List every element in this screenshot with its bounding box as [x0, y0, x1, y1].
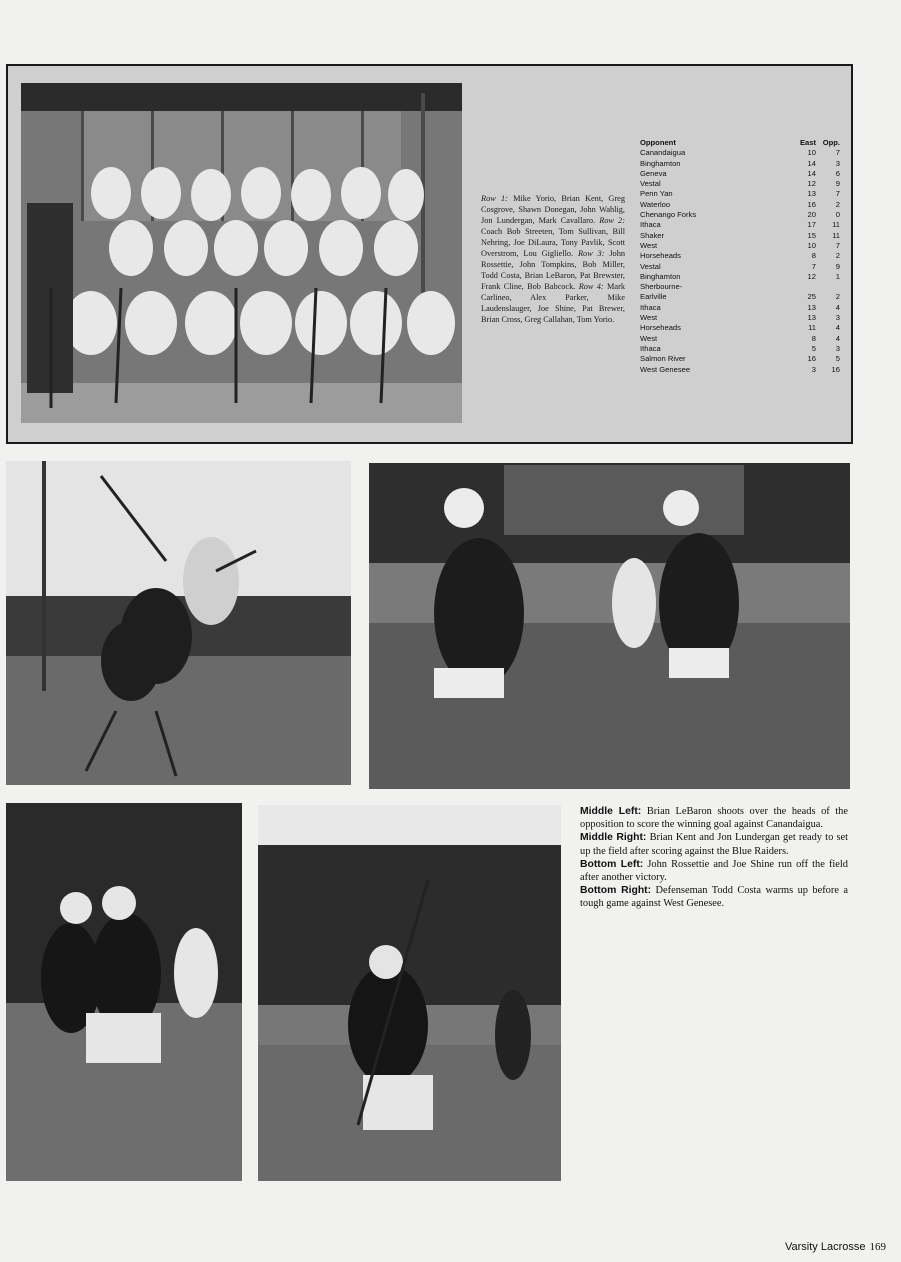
schedule-row: [640, 159, 840, 169]
schedule-row: [640, 365, 840, 375]
east-score-cell: 13: [807, 302, 816, 312]
opp-score-cell: 7: [835, 189, 840, 199]
east-score-cell: 13: [807, 189, 816, 199]
caption-middle-right: [580, 831, 848, 857]
photo-captions: [580, 805, 848, 911]
east-score-cell: 16: [807, 199, 816, 209]
opponent-cell: Earlville: [640, 292, 667, 302]
opp-score-cell: 6: [835, 168, 840, 178]
opponent-cell: Vestal: [640, 261, 661, 271]
row-3-names: John Rossettie, John Tompkins, Bob Miller, Todd Costa, Brian LeBaron, Pat Brewster, Frank Cline, Bob Babcock.: [481, 249, 625, 291]
caption-label: Middle Right:: [580, 832, 647, 844]
east-score-cell: 11: [808, 323, 816, 333]
opp-score-cell: 1: [835, 271, 840, 281]
schedule-row: [640, 344, 840, 354]
east-score-cell: 7: [811, 261, 816, 271]
caption-text: Defenseman Todd Costa warms up before a tough game against West Genesee.: [580, 885, 848, 910]
schedule-row: [640, 220, 840, 230]
east-score-cell: 25: [807, 292, 816, 302]
caption-label: Bottom Left:: [580, 858, 644, 870]
team-photo: [21, 83, 462, 423]
schedule-row: [640, 189, 840, 199]
schedule-row: [640, 210, 840, 220]
opponent-cell: Waterloo: [640, 199, 671, 209]
row-4-names: Mark Carlineo, Alex Parker, Mike Laudenslauger, Joe Shine, Pat Brewer, Brian Cross, Greg Callahan, Tom Yorio.: [481, 282, 626, 324]
east-score-cell: 10: [807, 240, 816, 250]
schedule-row: [640, 354, 840, 364]
middle-left-photo: [6, 461, 351, 785]
opp-score-cell: 7: [835, 240, 840, 250]
schedule-row: [640, 303, 840, 313]
east-score-cell: 20: [807, 210, 816, 220]
opponent-cell: Horseheads: [640, 323, 681, 333]
opp-score-cell: 4: [835, 323, 840, 333]
east-score-cell: 15: [807, 230, 816, 240]
opp-score-cell: 9: [835, 261, 840, 271]
page-footer: [785, 1241, 886, 1253]
schedule-table: [640, 138, 840, 375]
opponent-cell: Chenango Forks: [640, 210, 697, 220]
caption-bottom-left: [580, 858, 848, 884]
caption-label: Bottom Right:: [580, 885, 652, 897]
caption-text: Brian Kent and Jon Lundergan get ready to set up the field after scoring against the Blue Raiders.: [580, 832, 848, 857]
east-score-cell: 5: [811, 343, 816, 353]
opp-score-cell: 11: [832, 220, 840, 230]
footer-section: Varsity Lacrosse: [785, 1241, 866, 1253]
header-east: East: [799, 138, 816, 147]
east-score-cell: 12: [807, 271, 816, 281]
schedule-row: [640, 148, 840, 158]
east-score-cell: 8: [811, 333, 816, 343]
row-3-label: Row 3:: [577, 249, 605, 258]
schedule-row: [640, 241, 840, 251]
schedule-row: [640, 272, 840, 282]
schedule-row: [640, 251, 840, 261]
opp-score-cell: 3: [835, 343, 840, 353]
opponent-cell: West: [640, 240, 658, 250]
caption-bottom-right: [580, 884, 848, 910]
opp-score-cell: 2: [835, 251, 840, 261]
east-score-cell: 13: [807, 313, 816, 323]
opp-score-cell: 4: [835, 302, 840, 312]
schedule-row: [640, 292, 840, 302]
opp-score-cell: [816, 282, 840, 292]
opponent-cell: Binghamton: [640, 158, 681, 168]
opponent-cell: Binghamton: [640, 271, 681, 281]
schedule-row: [640, 262, 840, 272]
opponent-cell: Ithaca: [640, 302, 661, 312]
schedule-row: [640, 323, 840, 333]
east-score-cell: 10: [807, 148, 816, 158]
row-4-label: Row 4:: [578, 282, 604, 291]
opponent-cell: Penn Yan: [640, 189, 673, 199]
caption-text: Brian LeBaron shoots over the heads of the opposition to score the winning goal against Canandaigua.: [580, 806, 848, 831]
opp-score-cell: 2: [835, 199, 840, 209]
east-score-cell: 3: [811, 364, 816, 374]
schedule-row: [640, 231, 840, 241]
east-score-cell: 12: [807, 179, 816, 189]
east-score-cell: 14: [807, 158, 816, 168]
opp-score-cell: 0: [835, 210, 840, 220]
opponent-cell: Ithaca: [640, 343, 661, 353]
schedule-row: [640, 282, 840, 292]
opponent-cell: Ithaca: [640, 220, 661, 230]
schedule-header: [640, 138, 840, 148]
opp-score-cell: 2: [835, 292, 840, 302]
opponent-cell: Salmon River: [640, 354, 686, 364]
east-score-cell: 8: [811, 251, 816, 261]
opponent-cell: Geneva: [640, 168, 667, 178]
east-score-cell: 14: [807, 168, 816, 178]
schedule-row: [640, 169, 840, 179]
caption-text: John Rossettie and Joe Shine run off the field after another victory.: [580, 858, 848, 884]
row-2-label: Row 2:: [599, 216, 625, 225]
bottom-left-photo: [6, 803, 242, 1181]
caption-middle-left: [580, 805, 848, 831]
opp-score-cell: 3: [835, 158, 840, 168]
schedule-row: [640, 313, 840, 323]
team-photo-caption: [481, 193, 625, 325]
bottom-right-photo: [258, 805, 561, 1181]
opp-score-cell: 7: [835, 148, 840, 158]
row-1-names: Mike Yorio, Brian Kent, Greg Cosgrove, Shawn Donegan, John Wahlig, Jon Lundergan, Mark Cavallaro.: [481, 194, 625, 225]
opponent-cell: West: [640, 333, 658, 343]
opponent-cell: Vestal: [640, 179, 661, 189]
opponent-cell: Horseheads: [640, 251, 681, 261]
opp-score-cell: 11: [832, 230, 840, 240]
opp-score-cell: 5: [835, 354, 840, 364]
schedule-rows: [640, 148, 840, 375]
opponent-cell: Canandaigua: [640, 148, 686, 158]
opponent-cell: West: [640, 313, 658, 323]
page-number: 169: [869, 1241, 886, 1253]
east-score-cell: 17: [807, 220, 816, 230]
opp-score-cell: 9: [835, 179, 840, 189]
header-opponent: Opponent: [640, 138, 676, 147]
opponent-cell: Shaker: [640, 230, 665, 240]
opp-score-cell: 3: [835, 313, 840, 323]
east-score-cell: 16: [807, 354, 816, 364]
opponent-cell: Sherbourne-: [640, 282, 683, 292]
middle-right-photo: [369, 463, 850, 789]
opp-score-cell: 16: [831, 364, 840, 374]
opponent-cell: West Genesee: [640, 364, 691, 374]
schedule-row: [640, 334, 840, 344]
east-score-cell: [786, 282, 816, 292]
row-1-label: Row 1:: [481, 194, 508, 203]
opp-score-cell: 4: [835, 333, 840, 343]
row-2-names: Coach Bob Streeten, Tom Sullivan, Bill Nehring, Joe DiLaura, Tony Pavlik, Scott Overstrom, Lou Gigliello.: [481, 227, 625, 258]
schedule-row: [640, 179, 840, 189]
caption-label: Middle Left:: [580, 806, 642, 817]
header-opp: Opp.: [822, 138, 840, 147]
schedule-row: [640, 200, 840, 210]
